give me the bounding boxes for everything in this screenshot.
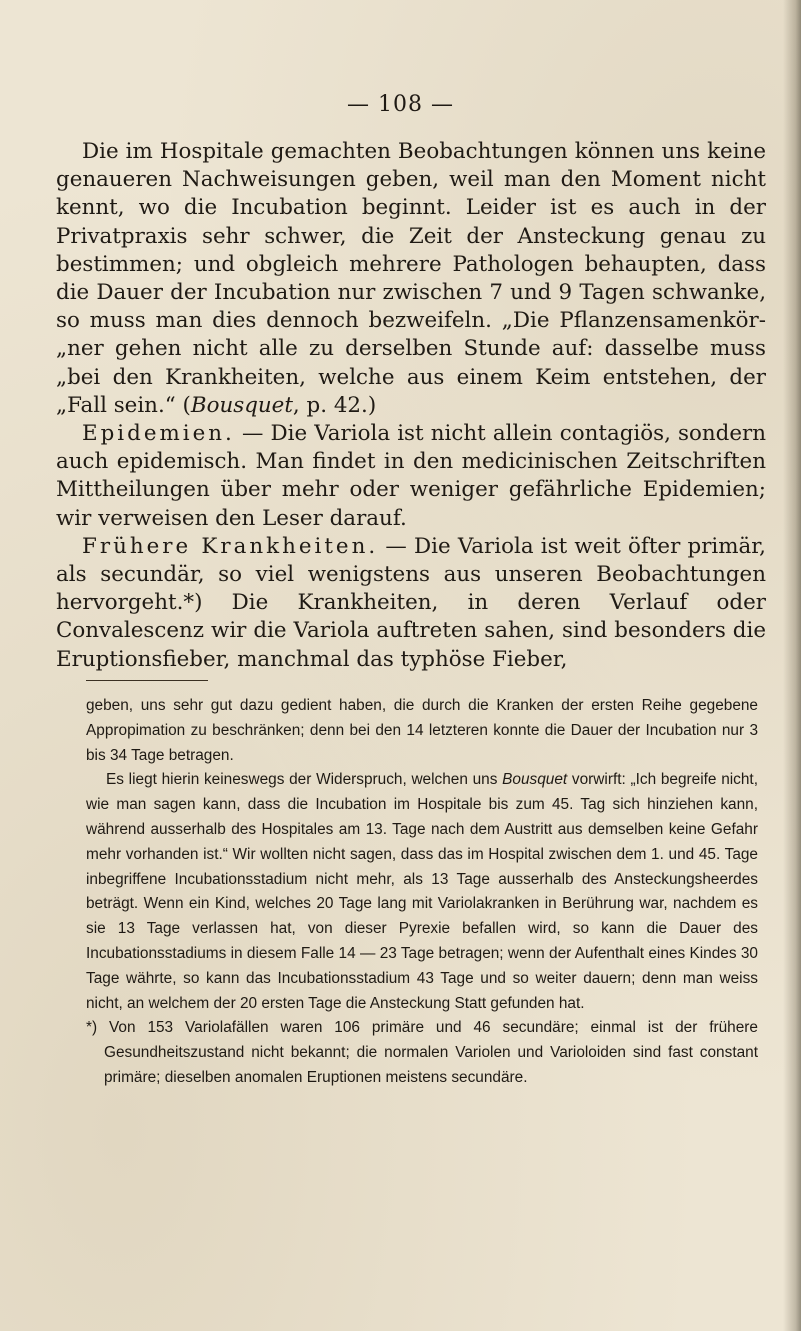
footnote-citation-bousquet: Bousquet xyxy=(502,771,568,789)
footnote-widerspruch-start: Es liegt hierin keineswegs der Widerspruch, welchen uns xyxy=(106,771,503,789)
paragraph-incubation xyxy=(56,138,766,420)
footnotes xyxy=(86,694,758,1091)
page-edge-shadow xyxy=(783,0,801,1331)
citation-page: , p. 42.) xyxy=(292,392,377,418)
footnote-widerspruch xyxy=(86,768,758,1016)
paragraph-fruehere-krankheiten-text: — Die Variola ist weit öfter primär, als secundär, so viel wenigstens aus unseren Beobachtungen hervorgeht.*) Die Krankheiten, in deren Verlauf oder Convalescenz wir die Variola auftreten sahen, sind besonders die Eruptionsfieber, manchmal das typhöse Fieber, xyxy=(56,533,766,672)
section-heading-epidemien: Epidemien. xyxy=(82,421,235,447)
paragraph-epidemien-text: — Die Variola ist nicht allein contagiös, sondern auch epidemisch. Man findet in den medicinischen Zeitschriften Mittheilungen über mehr oder weniger gefährliche Epidemien; wir verweisen den Leser darauf. xyxy=(56,421,766,531)
section-heading-fruehere-krankheiten: Frühere Krankheiten. xyxy=(82,533,379,559)
page-number: — 108 — xyxy=(347,92,454,117)
footnote-widerspruch-rest: vorwirft: „Ich begreife nicht, wie man sagen kann, dass die Incubation im Hospitale bis zum 45. Tag sich hinziehen kann, während ausserhalb des Hospitales am 13. Tage nach dem Austritt aus demselben keine Gefahr mehr vorhanden ist.“ Wir wollten nicht sagen, dass das im Hospital zwischen dem 1. und 45. Tage inbegriffene Incubationsstadium nicht mehr, als 13 Tage ausserhalb des Ansteckungsheerdes beträgt. Wenn ein Kind, welches 20 Tage lang mit Variolakranken in Berührung war, nachdem es sie 13 Tage verlassen hat, von dieser Pyrexie befallen wird, so kann die Dauer des Incubationsstadiums in diesem Falle 14 — 23 Tage betragen; wenn der Aufenthalt eines Kindes 30 Tage währte, so kann das Incubationsstadium 43 Tage und so weiter dauern; denn man weiss nicht, an welchem der 20 ersten Tage die Ansteckung Statt gefunden hat. xyxy=(86,771,758,1012)
footnote-continuation: geben, uns sehr gut dazu gedient haben, die durch die Kranken der ersten Reihe gegebene Appropimation zu beschränken; denn bei den 14 letzteren konnte die Dauer der Incubation nur 3 bis 34 Tage betragen. xyxy=(86,697,758,764)
paragraph-incubation-text: Die im Hospitale gemachten Beobachtungen können uns keine genaueren Nachweisungen geben, weil man den Moment nicht kennt, wo die Incubation beginnt. Leider ist es auch in der Privatpraxis sehr schwer, die Zeit der Ansteckung genau zu bestimmen; und obgleich mehrere Pathologen behaupten, dass die Dauer der Incubation nur zwischen 7 und 9 Tagen schwanke, so muss man dies dennoch bezweifeln. „Die Pflanzensamenkör- „ner gehen nicht alle zu derselben Stunde auf: dasselbe muss „bei den Krankheiten, welche aus einem Keim entstehen, der „Fall sein.“ ( xyxy=(56,139,766,418)
footnote-rule xyxy=(86,680,208,681)
paragraph-fruehere-krankheiten xyxy=(56,533,766,674)
paragraph-epidemien xyxy=(56,420,766,533)
main-text xyxy=(56,138,766,674)
citation-bousquet: Bousquet xyxy=(190,392,293,418)
footnote-variolafaelle: *) Von 153 Variolafällen waren 106 primäre und 46 secundäre; einmal ist der frühere Gesundheitszustand nicht bekannt; die normalen Variolen und Varioloiden sind fast constant primäre; dieselben anomalen Eruptionen meistens secundäre. xyxy=(86,1019,758,1086)
